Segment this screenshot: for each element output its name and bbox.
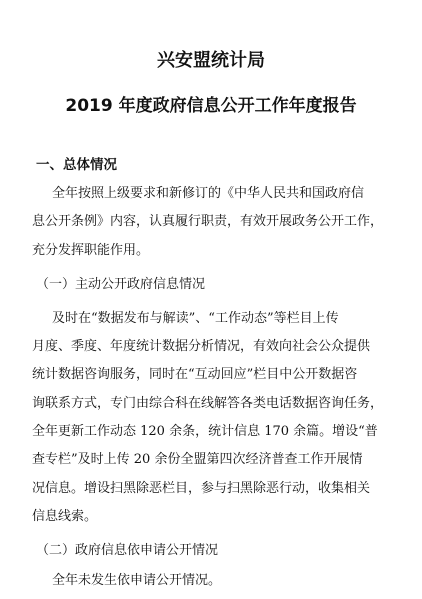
intro-line-2: 息公开条例》内容，认真履行职责，有效开展政务公开工作， xyxy=(32,214,384,229)
request-line-1: 全年未发生依申请公开情况。 xyxy=(52,573,222,588)
proactive-line-5: 全年更新工作动态 120 余条，统计信息 170 余篇。增设“普 xyxy=(32,424,378,439)
proactive-line-3: 统计数据咨询服务，同时在“互动回应”栏目中公开数据咨 xyxy=(32,367,358,382)
proactive-line-4: 询联系方式，专门由综合科在线解答各类电话数据咨询任务， xyxy=(32,396,384,411)
proactive-line-2: 月度、季度、年度统计数据分析情况，有效向社会公众提供 xyxy=(32,339,371,354)
subsection-heading-proactive-disclosure: （一）主动公开政府信息情况 xyxy=(36,277,206,292)
proactive-line-8: 信息线索。 xyxy=(32,509,98,524)
intro-line-3: 充分发挥职能作用。 xyxy=(32,243,150,258)
organization-title: 兴安盟统计局 xyxy=(157,50,265,71)
section-heading-overview: 一、总体情况 xyxy=(36,157,117,173)
proactive-line-7: 况信息。增设扫黑除恶栏目，参与扫黑除恶行动，收集相关 xyxy=(32,481,371,496)
proactive-line-1: 及时在“数据发布与解读”、“工作动态”等栏目上传 xyxy=(52,311,339,326)
report-title: 2019 年度政府信息公开工作年度报告 xyxy=(65,96,357,116)
intro-line-1: 全年按照上级要求和新修订的《中华人民共和国政府信 xyxy=(52,186,365,201)
subsection-heading-request-disclosure: （二）政府信息依申请公开情况 xyxy=(36,543,219,558)
proactive-line-6: 查专栏”及时上传 20 余份全盟第四次经济普查工作开展情 xyxy=(32,452,363,467)
